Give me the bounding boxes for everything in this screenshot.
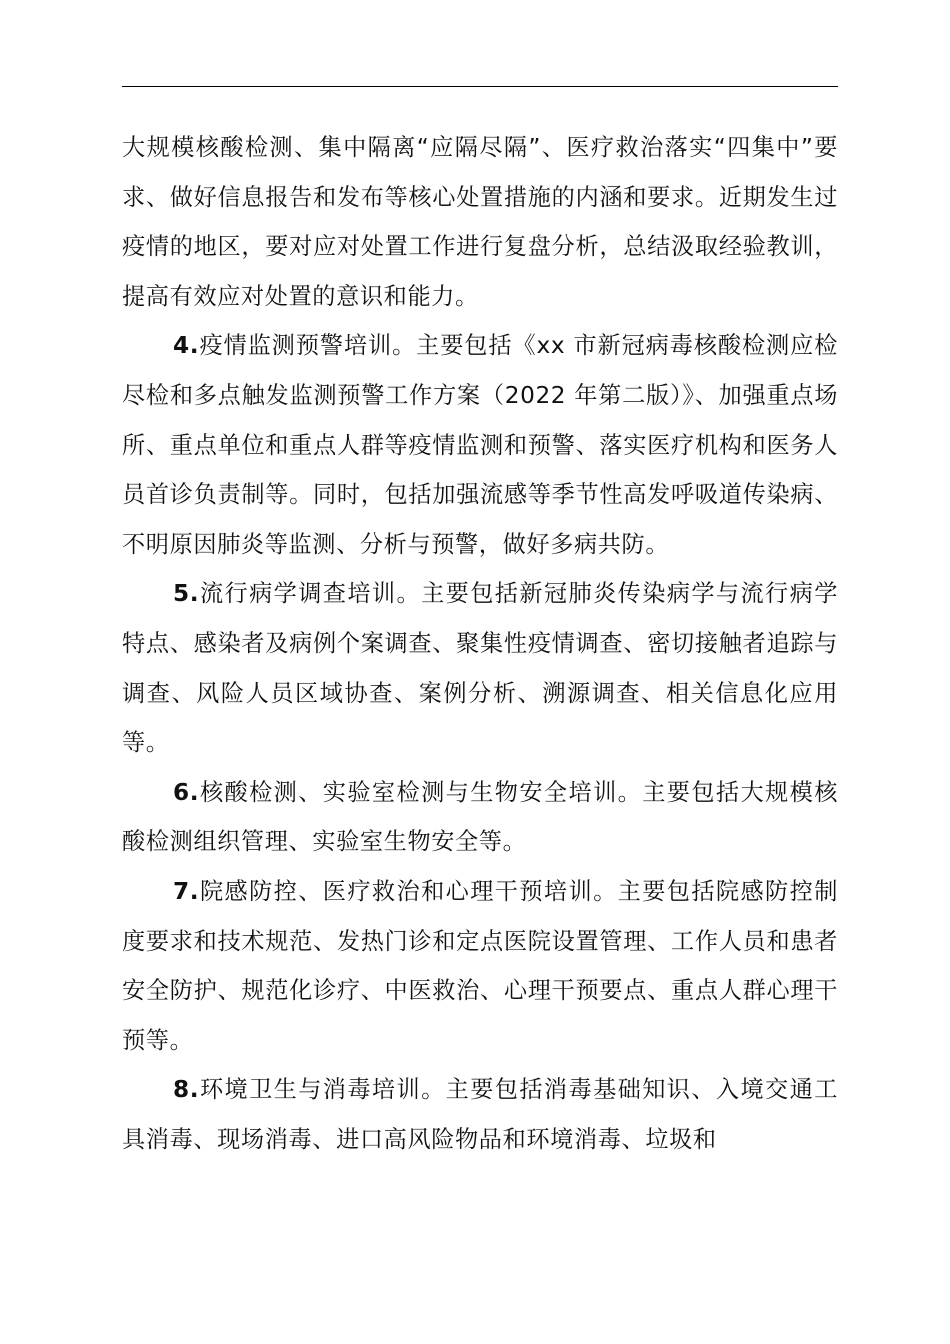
paragraph-number: 4. (173, 332, 200, 360)
paragraph-8 (122, 1065, 838, 1164)
paragraph-5 (122, 569, 838, 767)
paragraph-number: 7. (173, 877, 200, 905)
paragraph-text: 核酸检测、实验室检测与生物安全培训。主要包括大规模核酸检测组织管理、实验室生物安全等。 (122, 778, 838, 856)
document-body (122, 123, 838, 1164)
paragraph-7 (122, 867, 838, 1065)
paragraph-number: 6. (173, 778, 200, 806)
paragraph-text: 大规模核酸检测、集中隔离“应隔尽隔”、医疗救治落实“四集中”要求、做好信息报告和发布等核心处置措施的内涵和要求。近期发生过疫情的地区，要对应对处置工作进行复盘分析，总结汲取经验教训，提高有效应对处置的意识和能力。 (122, 134, 838, 310)
header-rule (122, 86, 838, 87)
paragraph-number: 8. (173, 1076, 200, 1104)
paragraph-text: 院感防控、医疗救治和心理干预培训。主要包括院感防控制度要求和技术规范、发热门诊和定点医院设置管理、工作人员和患者安全防护、规范化诊疗、中医救治、心理干预要点、重点人群心理干预等。 (122, 877, 838, 1054)
paragraph-number: 5. (173, 580, 200, 608)
paragraph-4 (122, 321, 838, 569)
paragraph-text: 流行病学调查培训。主要包括新冠肺炎传染病学与流行病学特点、感染者及病例个案调查、聚集性疫情调查、密切接触者追踪与调查、风险人员区域协查、案例分析、溯源调查、相关信息化应用等。 (122, 580, 838, 757)
paragraph-6 (122, 768, 838, 867)
paragraph-text: 疫情监测预警培训。主要包括《xx 市新冠病毒核酸检测应检尽检和多点触发监测预警工作方案（2022 年第二版）》、加强重点场所、重点单位和重点人群等疫情监测和预警、落实医疗机构和医务人员首诊负责制等。同时，包括加强流感等季节性高发呼吸道传染病、不明原因肺炎等监测、分析与预警，做好多病共防。 (122, 332, 838, 558)
paragraph-text: 环境卫生与消毒培训。主要包括消毒基础知识、入境交通工具消毒、现场消毒、进口高风险物品和环境消毒、垃圾和 (122, 1076, 838, 1153)
paragraph-continued (122, 123, 838, 321)
